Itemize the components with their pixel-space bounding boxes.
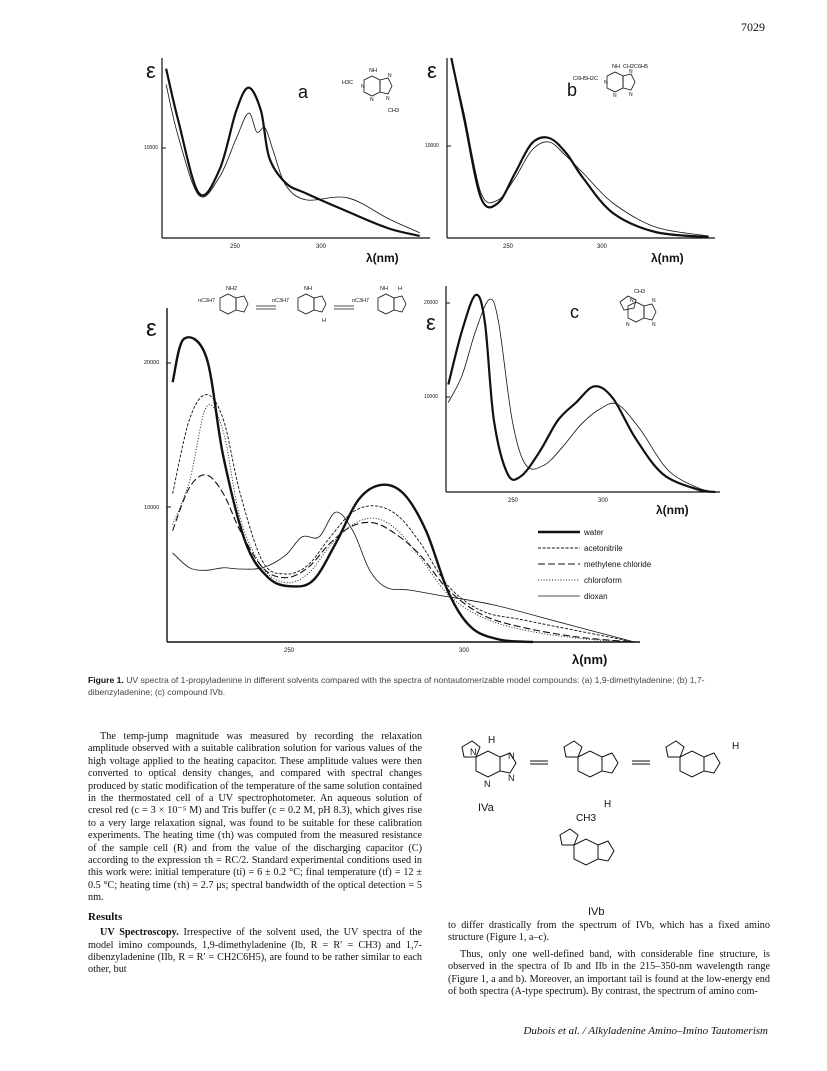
- spectrum-line-series-2: [451, 58, 708, 236]
- paragraph-lead: UV Spectroscopy.: [100, 927, 179, 939]
- svg-text:NH: NH: [380, 286, 388, 292]
- spectrum-line-series-1: [451, 58, 708, 237]
- svg-text:N: N: [652, 298, 656, 304]
- svg-text:nC3H7: nC3H7: [352, 298, 370, 304]
- figure-panel-c: [420, 278, 740, 522]
- svg-text:N: N: [386, 96, 390, 102]
- x-axis-label: λ(nm): [656, 503, 689, 517]
- svg-text:CH3: CH3: [634, 289, 646, 295]
- svg-text:CH2C6H5: CH2C6H5: [623, 64, 649, 70]
- y-axis-symbol: ε: [427, 58, 437, 83]
- figure-panel-a: [140, 48, 440, 268]
- x-tick-250: 250: [230, 244, 241, 250]
- svg-text:acetonitrile: acetonitrile: [584, 544, 623, 553]
- legend-item-dioxan: [538, 592, 608, 601]
- caption-text: UV spectra of 1-propyladenine in different solvents compared with the spectra of nontautomerizable model compounds: (a) 1,9-dimethyladenine; (b) 1,7-dibenzyladenine; (c) compound IVb.: [88, 675, 705, 697]
- y-axis-symbol: ε: [146, 315, 157, 342]
- legend-item-water: [538, 528, 604, 537]
- svg-text:N: N: [626, 322, 630, 328]
- svg-text:NH: NH: [304, 286, 312, 292]
- svg-text:N: N: [613, 93, 617, 99]
- panel-letter-c: c: [570, 302, 579, 322]
- svg-text:N: N: [629, 92, 633, 98]
- svg-text:N: N: [508, 773, 515, 783]
- x-axis-label: λ(nm): [572, 652, 608, 667]
- structure-imino-9h: [666, 741, 739, 777]
- x-tick-300: 300: [597, 244, 608, 250]
- svg-text:N: N: [484, 779, 491, 789]
- paragraph-fine-structure: Thus, only one well-defined band, with considerable fine structure, is observed in the spectra of Ib and IIb in the 215–350-nm wavelength range (Figure 1, a and b). Moreover, an important tail is found at the low-energy end of both spectra (A-type spectrum). By contrast, the spectrum of amino com-: [448, 948, 770, 998]
- svg-text:CH3: CH3: [388, 108, 400, 114]
- y-axis-symbol: ε: [426, 310, 436, 335]
- svg-text:N: N: [629, 69, 633, 75]
- y-tick-10000: 10000: [425, 143, 439, 149]
- svg-text:H: H: [322, 318, 326, 324]
- svg-text:H: H: [398, 286, 402, 292]
- structure-ivb: [560, 813, 614, 865]
- y-tick-20000: 20000: [424, 300, 438, 306]
- svg-text:chloroform: chloroform: [584, 576, 622, 585]
- structure-1-9-dimethyladenine: [342, 68, 399, 114]
- x-tick-250: 250: [508, 498, 519, 504]
- x-tick-250: 250: [284, 648, 295, 654]
- svg-text:N: N: [508, 751, 515, 761]
- results-heading: Results: [88, 910, 123, 923]
- svg-text:N: N: [388, 73, 392, 79]
- y-tick-20000: 20000: [144, 360, 160, 366]
- legend: [538, 528, 652, 601]
- svg-text:N: N: [652, 322, 656, 328]
- x-tick-250: 250: [503, 244, 514, 250]
- caption-label: Figure 1.: [88, 675, 124, 685]
- svg-text:H: H: [732, 741, 740, 752]
- figure-panel-b: [425, 48, 735, 268]
- spectrum-line-series-2: [166, 85, 420, 233]
- svg-text:N: N: [630, 298, 634, 304]
- structure-imino-7h: [564, 741, 618, 810]
- svg-text:nC3H7: nC3H7: [198, 298, 216, 304]
- y-tick-10000: 10000: [144, 145, 158, 151]
- label-iva: IVa: [478, 802, 494, 814]
- x-tick-300: 300: [316, 244, 327, 250]
- svg-text:H: H: [488, 735, 496, 746]
- figure-caption: [88, 674, 768, 698]
- legend-item-chloroform: [538, 576, 622, 585]
- structure-iva: [462, 735, 516, 789]
- x-axis-label: λ(nm): [651, 251, 684, 265]
- page-number: 7029: [741, 20, 765, 34]
- y-tick-10000: 10000: [144, 505, 160, 511]
- x-tick-300: 300: [459, 648, 470, 654]
- svg-text:dioxan: dioxan: [584, 592, 608, 601]
- svg-text:NH2: NH2: [226, 286, 238, 292]
- paragraph-temp-jump: The temp-jump magnitude was measured by recording the relaxation amplitude observed with a suitable calibration solution for various values of the high voltage applied to the heating capacitor. These amplitude values were then converted to optical density changes, and compared with spectral changes produced by static modification of the temperature of the same solution contained in the thermostated cell of a UV spectrophotometer. An aqueous solution of cresol red (c = 3 × 10⁻⁵ M) and Tris buffer (c = 0.2 M, pH 8.3), which gives rise to a very large relaxation signal, was found to be suitable for these calibration experiments. The heating time (τh) was computed from the measured resistance of the sample cell (R) and from the value of the discharging capacitor (C) according to the expression τh = RC/2. Standard experimental conditions used in this work were: initial temperature (ti) = 6 ± 0.2 °C; final temperature (tf) = 12 ± 0.5 °C; heating time (τh) = 2.7 μs; spectral bandwidth of the optical detection = 5 nm.: [88, 731, 422, 904]
- svg-text:N: N: [470, 747, 477, 757]
- svg-text:methylene chloride: methylene chloride: [584, 560, 652, 569]
- paragraph-body: Irrespective of the solvent used, the UV spectra of the model imino compounds, 1,9-dimethyladenine (Ib, R = R′ = CH3) and 1,7-dibenzyladenine (IIb, R = R′ = CH2C6H5), are found to be rather similar to each other, but: [88, 927, 422, 976]
- svg-text:N: N: [361, 84, 365, 90]
- svg-text:water: water: [584, 528, 604, 537]
- paragraph-ivb-contrast: to differ drastically from the spectrum of IVb, which has a fixed amino structure (Figure 1, a–c).: [448, 920, 770, 944]
- spectrum-line-series-1: [166, 69, 420, 236]
- running-footer: Dubois et al. / Alkyladenine Amino–Imino Tautomerism: [523, 1025, 768, 1037]
- svg-text:H3C: H3C: [342, 80, 354, 86]
- panel-letter-a: a: [298, 82, 309, 102]
- svg-text:N: N: [604, 80, 608, 86]
- y-axis-symbol: ε: [146, 58, 156, 83]
- svg-text:H: H: [604, 799, 612, 810]
- svg-text:C6H5H2C: C6H5H2C: [573, 76, 599, 82]
- y-tick-10000: 10000: [424, 394, 438, 400]
- x-axis-label: λ(nm): [366, 251, 399, 265]
- svg-text:nC3H7: nC3H7: [272, 298, 290, 304]
- x-tick-300: 300: [598, 498, 609, 504]
- paragraph-uv-spectroscopy: [88, 927, 422, 977]
- structures-iva-ivb: [448, 731, 768, 919]
- panel-letter-b: b: [567, 80, 578, 100]
- svg-text:NH: NH: [612, 64, 620, 70]
- legend-item-methylene-chloride: [538, 560, 652, 569]
- tautomer-scheme: [198, 286, 406, 324]
- left-column: [88, 731, 422, 981]
- label-ivb: IVb: [588, 906, 605, 918]
- svg-text:NH: NH: [369, 68, 377, 74]
- svg-text:N: N: [370, 97, 374, 103]
- structure-1-7-dibenzyladenine: [573, 64, 648, 99]
- right-column: [448, 920, 770, 1002]
- legend-item-acetonitrile: [538, 544, 623, 553]
- svg-text:CH3: CH3: [576, 813, 597, 824]
